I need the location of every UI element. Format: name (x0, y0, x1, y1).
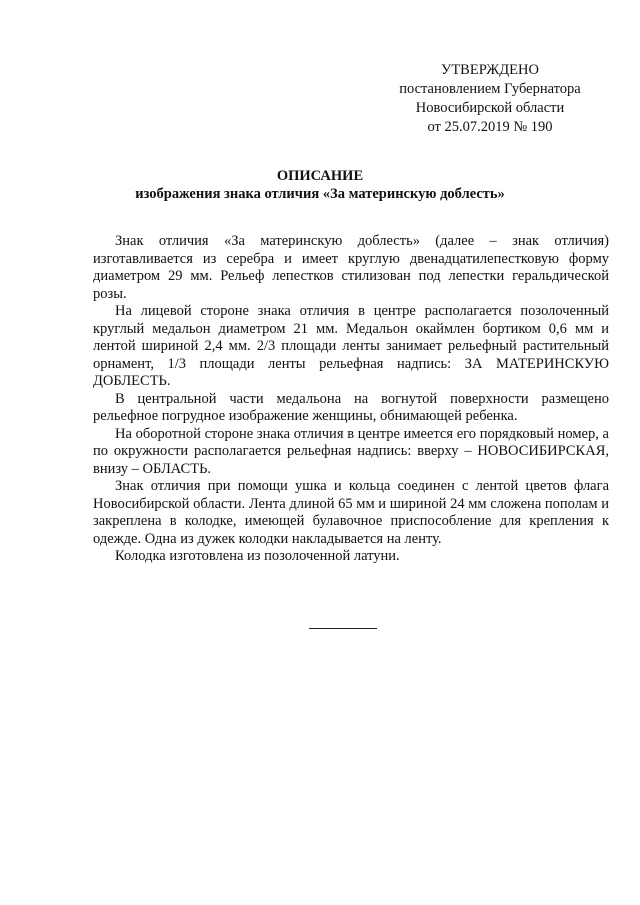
approval-region-line: Новосибирской области (415, 100, 565, 116)
body-paragraph: На лицевой стороне знака отличия в центре располагается позолоченный круглый медальон диаметром 21 мм. Медальон окаймлен бортиком 0,6 мм и лентой шириной 2,4 мм. 2/3 площади ленты занимает рельефный растительный орнамент, 1/3 площади ленты рельефная надпись: ЗА МАТЕРИНСКУЮ ДОБЛЕСТЬ. (93, 303, 609, 389)
body-paragraph: Знак отличия «За материнскую доблесть» (далее – знак отличия) изготавливается из серебра и имеет круглую двенадцатилепестковую форму диаметром 29 мм. Рельеф лепестков стилизован под лепестки геральдической розы. (93, 233, 609, 302)
document-subheading: изображения знака отличия «За материнскую доблесть» (135, 186, 505, 202)
body-paragraph: На оборотной стороне знака отличия в центре имеется его порядковый номер, а по окружности располагается рельефная надпись: вверху – НОВОСИБИРСКАЯ, внизу – ОБЛАСТЬ. (93, 425, 609, 477)
document-body (93, 233, 609, 566)
body-paragraph: Знак отличия при помощи ушка и кольца соединен с лентой цветов флага Новосибирской области. Лента длиной 65 мм и шириной 24 мм сложена пополам и закреплена в колодке, имеющей булавочное приспособление для крепления к одежде. Одна из дужек колодки накладывается на ленту. (93, 478, 609, 547)
document-heading: ОПИСАНИЕ (276, 168, 364, 184)
approval-stamp (380, 61, 600, 137)
approval-approved-label: УТВЕРЖДЕНО (441, 62, 539, 78)
closing-rule (309, 628, 377, 629)
body-paragraph: В центральной части медальона на вогнутой поверхности размещено рельефное погрудное изображение женщины, обнимающей ребенка. (93, 390, 609, 424)
body-paragraph: Колодка изготовлена из позолоченной латуни. (115, 548, 400, 564)
document-title (0, 167, 640, 203)
approval-date-number: от 25.07.2019 № 190 (427, 119, 553, 135)
approval-decree-line: постановлением Губернатора (399, 81, 581, 97)
